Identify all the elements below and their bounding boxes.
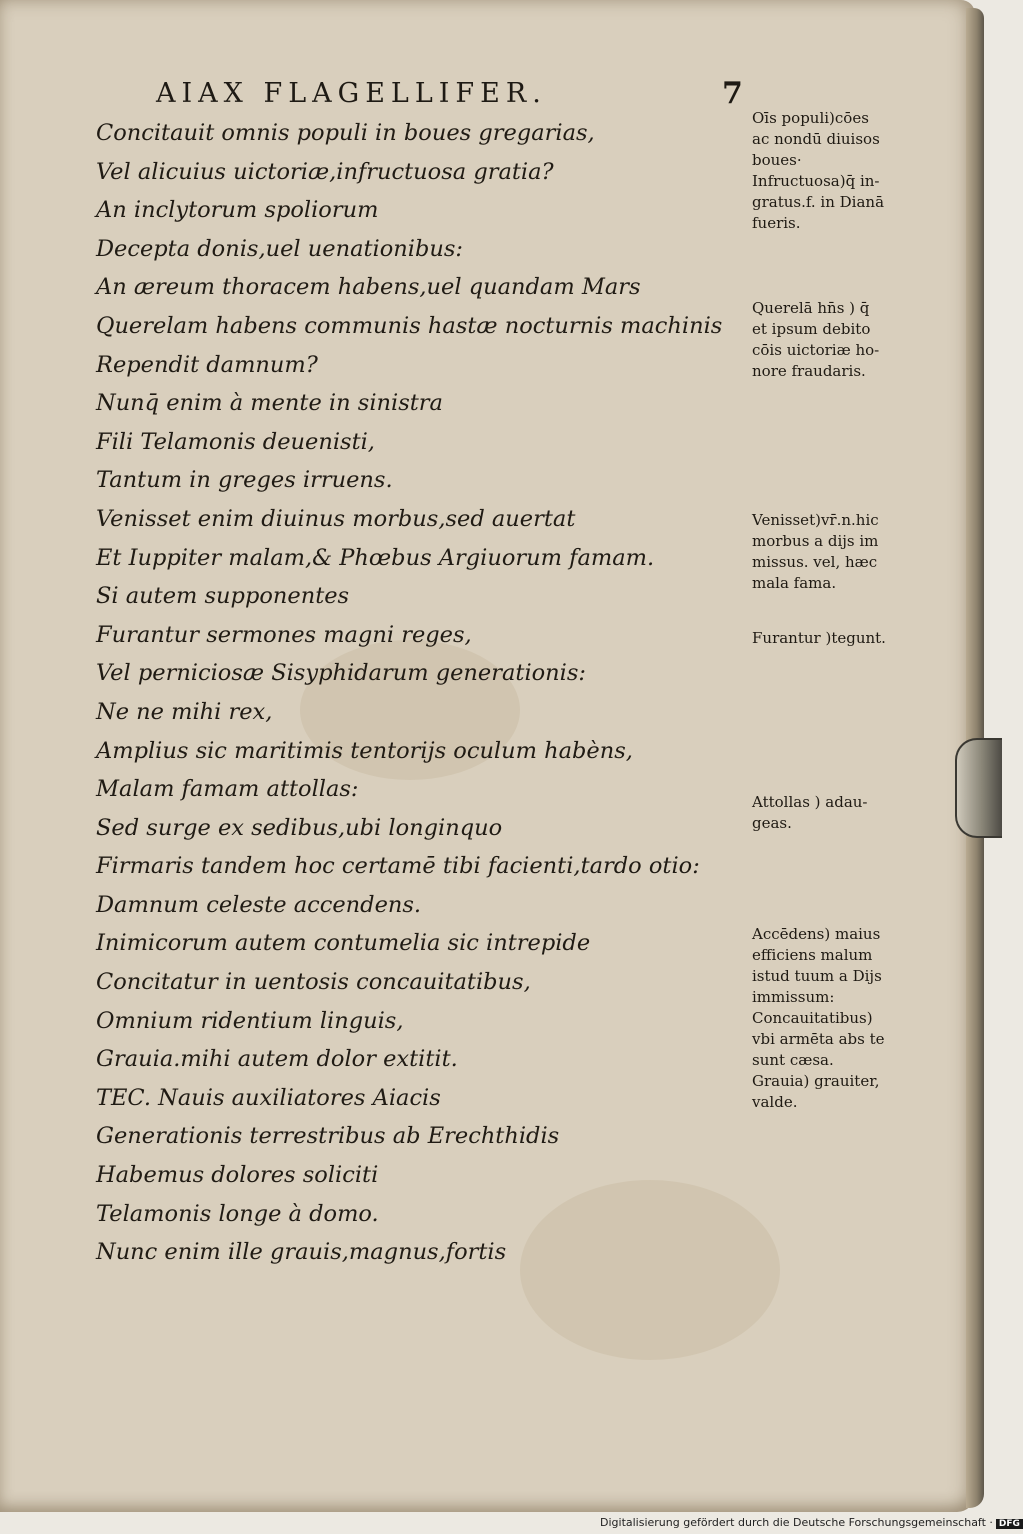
gloss-line: fueris. — [752, 214, 801, 232]
gloss-line: gratus.f. in Dianā — [752, 193, 885, 211]
gloss-line: istud tuum a Dijs — [752, 967, 882, 985]
gloss-line: Querelā hn̄s ) q̄ — [752, 299, 870, 317]
verse-line: Fili Telamonis deuenisti, — [96, 428, 375, 455]
verse-line: Sed surge ex sedibus,ubi longinquo — [96, 814, 503, 841]
verse-line: Omnium ridentium linguis, — [96, 1007, 404, 1034]
marginal-gloss — [752, 628, 937, 649]
gloss-line: Concauitatibus) — [752, 1009, 873, 1027]
marginal-gloss — [752, 510, 937, 594]
gloss-line: Furantur )tegunt. — [752, 629, 886, 647]
gloss-line: missus. vel, hæc — [752, 553, 878, 571]
gloss-line: vbi armēta abs te — [752, 1030, 885, 1048]
verse-line: Concitatur in uentosis concauitatibus, — [96, 969, 531, 996]
verse-line: Furantur sermones magni reges, — [96, 621, 472, 648]
verse-line: Generationis terrestribus ab Erechthidis — [96, 1123, 560, 1150]
gloss-line: Attollas ) adau- — [752, 793, 868, 811]
gloss-line: geas. — [752, 814, 792, 832]
credit-text: Digitalisierung gefördert durch die Deutsche Forschungsgemeinschaft · — [600, 1516, 993, 1529]
verse-line: Decepta donis,uel uenationibus: — [96, 235, 463, 262]
gloss-line: efficiens malum — [752, 946, 873, 964]
verse-line: Et Iuppiter malam,& Phœbus Argiuorum famam. — [96, 544, 655, 571]
gloss-line: morbus a dijs im — [752, 532, 879, 550]
verse-line: Malam famam attollas: — [96, 776, 359, 803]
gloss-line: ac nondū diuisos — [752, 130, 880, 148]
marginal-gloss — [752, 298, 937, 382]
gloss-line: Venisset)vr̄.n.hic — [752, 511, 879, 529]
verse-line: Firmaris tandem hoc certamē tibi facienti,tardo otio: — [96, 853, 700, 880]
verse-line: Si autem supponentes — [96, 583, 350, 610]
verse-line: Vel perniciosæ Sisyphidarum generationis: — [96, 660, 587, 687]
verse-line: Nunc enim ille grauis,magnus,fortis — [96, 1239, 507, 1266]
gloss-line: boues· — [752, 151, 802, 169]
marginal-gloss — [752, 792, 937, 834]
verse-line: Nunq̄ enim à mente in sinistra — [96, 390, 443, 417]
verse-line: Rependit damnum? — [96, 351, 318, 378]
gloss-line: Infructuosa)q̄ in- — [752, 172, 880, 190]
dfg-logo: DFG — [996, 1519, 1023, 1529]
gloss-line: valde. — [752, 1093, 798, 1111]
gloss-line: immissum: — [752, 988, 835, 1006]
verse-line: Inimicorum autem contumelia sic intrepide — [96, 930, 591, 957]
page-number: 7 — [722, 76, 743, 111]
verse-line: Grauia.mihi autem dolor extitit. — [96, 1046, 458, 1073]
gloss-line: et ipsum debito — [752, 320, 871, 338]
verse-line: Telamonis longe à domo. — [96, 1200, 379, 1227]
verse-line: Habemus dolores soliciti — [96, 1162, 379, 1189]
verse-line: Concitauit omnis populi in boues gregarias, — [96, 120, 595, 146]
verse-line: An æreum thoracem habens,uel quandam Mars — [96, 274, 641, 301]
verse-line: Venisset enim diuinus morbus,sed auertat — [96, 505, 576, 532]
gloss-line: Oīs populi)cōes — [752, 109, 869, 127]
verse-line: TEC. Nauis auxiliatores Aiacis — [96, 1084, 441, 1111]
verse-line: Querelam habens communis hastæ nocturnis machinis — [96, 312, 723, 339]
verse-line: Ne ne mihi rex, — [96, 698, 273, 725]
marginal-gloss — [752, 108, 937, 234]
digitization-credit — [600, 1516, 1020, 1529]
verse-block — [96, 114, 756, 1272]
running-title: AIAX FLAGELLIFER. — [156, 78, 547, 109]
gloss-line: nore fraudaris. — [752, 362, 866, 380]
book-clasp — [955, 738, 1002, 838]
verse-line: An inclytorum spoliorum — [96, 197, 379, 224]
gloss-line: Grauia) grauiter, — [752, 1072, 880, 1090]
verse-line: Amplius sic maritimis tentorijs oculum habèns, — [96, 737, 633, 764]
gloss-line: mala fama. — [752, 574, 837, 592]
marginal-gloss — [752, 924, 937, 1113]
verse-line: Tantum in greges irruens. — [96, 467, 393, 494]
gloss-line: cōis uictoriæ ho- — [752, 341, 880, 359]
gloss-line: sunt cæsa. — [752, 1051, 834, 1069]
verse-line: Damnum celeste accendens. — [96, 891, 422, 918]
verse-line: Vel alicuius uictoriæ,infructuosa gratia? — [96, 158, 554, 185]
gloss-line: Accēdens) maius — [752, 925, 881, 943]
